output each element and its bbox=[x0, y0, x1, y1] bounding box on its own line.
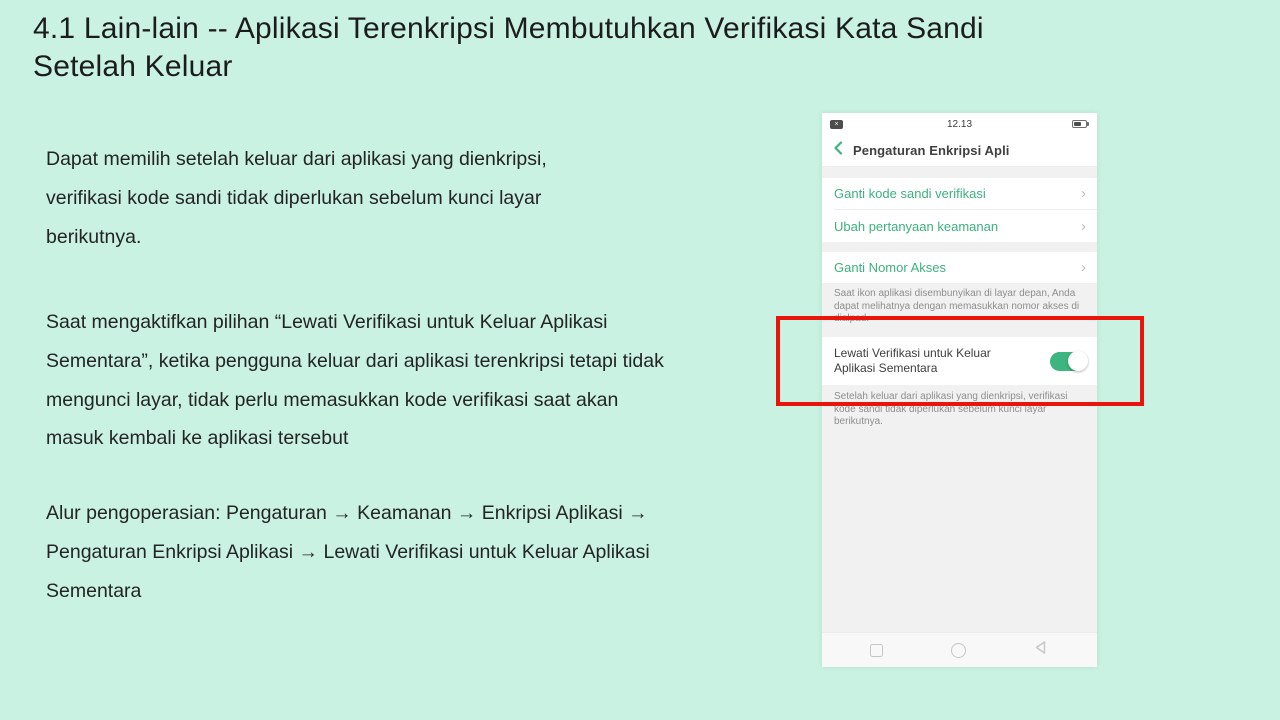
chevron-right-icon: › bbox=[1081, 217, 1086, 235]
navigation-bar bbox=[822, 632, 1097, 667]
caption-skip-verification: Setelah keluar dari aplikasi yang dienkripsi, verifikasi kode sandi tidak diperlukan sebelum kunci layar berikutnya. bbox=[822, 385, 1097, 632]
section-gap bbox=[822, 167, 1097, 178]
text-line: masuk kembali ke aplikasi tersebut bbox=[46, 427, 349, 450]
text-line: Dapat memilih setelah keluar dari aplikasi yang dienkripsi, bbox=[46, 148, 547, 170]
text-line: berikutnya. bbox=[46, 225, 142, 248]
app-header bbox=[822, 135, 1097, 167]
menu-item-label: Ganti Nomor Akses bbox=[834, 260, 946, 275]
menu-item-ubah-pertanyaan[interactable] bbox=[822, 210, 1097, 242]
toggle-label: Lewati Verifikasi untuk Keluar Aplikasi Sementara bbox=[834, 346, 991, 375]
title-line: 4.1 Lain-lain -- Aplikasi Terenkripsi Membutuhkan Verifikasi Kata Sandi bbox=[33, 12, 984, 45]
text-line: Saat mengaktifkan pilihan “Lewati Verifikasi untuk Keluar Aplikasi bbox=[46, 311, 608, 333]
text-line: Alur pengoperasian: Pengaturan → Keamanan → Enkripsi Aplikasi → bbox=[46, 502, 648, 524]
paragraph-2 bbox=[46, 303, 746, 458]
text-line: verifikasi kode sandi tidak diperlukan sebelum kunci layar bbox=[46, 186, 542, 209]
caption-access-number: Saat ikon aplikasi disembunyikan di layar depan, Anda dapat melihatnya dengan memasukkan nomor akses di dialpad. bbox=[822, 283, 1097, 337]
text-line: Sementara bbox=[46, 579, 142, 602]
chevron-right-icon: › bbox=[1081, 185, 1086, 202]
highlight-box bbox=[776, 316, 1144, 406]
page-title: Pengaturan Enkripsi Apli bbox=[853, 143, 1010, 158]
chevron-left-icon[interactable] bbox=[833, 141, 843, 160]
text-line: mengunci layar, tidak perlu memasukkan kode verifikasi saat akan bbox=[46, 388, 619, 411]
message-icon: × bbox=[830, 120, 843, 129]
recents-icon[interactable] bbox=[870, 644, 883, 657]
paragraph-3 bbox=[46, 494, 746, 610]
menu-item-ganti-nomor-akses[interactable] bbox=[822, 252, 1097, 283]
menu-item-label: Ganti kode sandi verifikasi bbox=[834, 186, 986, 201]
menu-item-ganti-kode-sandi[interactable] bbox=[822, 178, 1097, 209]
chevron-right-icon: › bbox=[1081, 259, 1086, 276]
paragraph-1 bbox=[46, 140, 746, 256]
text-line: Sementara”, ketika pengguna keluar dari aplikasi terenkripsi tetapi tidak bbox=[46, 349, 664, 372]
title-line: Setelah Keluar bbox=[33, 50, 233, 83]
home-icon[interactable] bbox=[951, 643, 966, 658]
menu-item-label: Ubah pertanyaan keamanan bbox=[834, 218, 999, 234]
back-icon[interactable] bbox=[1033, 640, 1049, 660]
status-bar bbox=[822, 113, 1097, 135]
section-gap bbox=[822, 242, 1097, 252]
text-line: Pengaturan Enkripsi Aplikasi → Lewati Verifikasi untuk Keluar Aplikasi bbox=[46, 540, 650, 563]
slide-title bbox=[33, 10, 1133, 86]
status-time: 12.13 bbox=[946, 118, 973, 130]
